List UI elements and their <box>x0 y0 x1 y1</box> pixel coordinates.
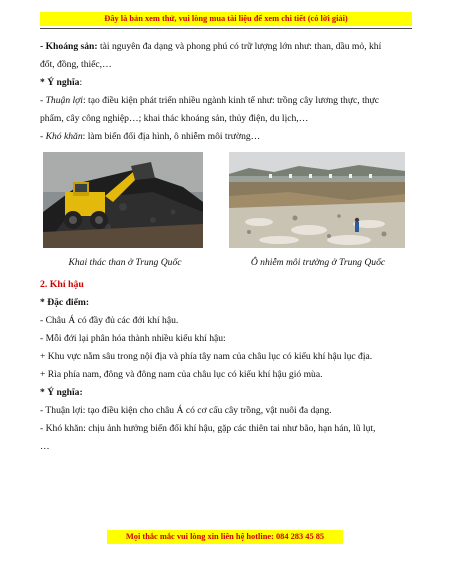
advantage-paragraph: - Thuận lợi: tạo điều kiện phát triển nhiều ngành kinh tế như: trồng cây lương thực, thực <box>40 95 379 106</box>
pollution-caption: Ô nhiễm môi trường ở Trung Quốc <box>250 257 386 268</box>
pollution-photo <box>229 152 405 248</box>
climate-item: + Rìa phía nam, đông và đông nam của châu lục có kiểu khí hậu gió mùa. <box>40 369 323 380</box>
climate-difficulty-line1: - Khó khăn: chịu ảnh hưởng biến đổi khí hậu, gặp các thiên tai như bão, hạn hán, lũ lụt, <box>40 423 376 434</box>
climate-meaning-heading: * Ý nghĩa: <box>40 387 83 398</box>
climate-item: - Châu Á có đầy đủ các đới khí hậu. <box>40 315 179 326</box>
difficulty-paragraph: - Khó khăn: làm biến đổi địa hình, ô nhiễm môi trường… <box>40 131 261 142</box>
document-body <box>40 38 412 456</box>
minerals-paragraph <box>40 38 412 56</box>
climate-item: - Mỗi đới lại phân hóa thành nhiều kiểu khí hậu: <box>40 333 226 344</box>
meaning-heading-text: * Ý nghĩa <box>40 77 80 88</box>
meaning-heading-colon: : <box>79 77 83 88</box>
climate-item: + Khu vực nằm sâu trong nội địa và phía tây nam của châu lục có kiểu khí hậu lục địa. <box>40 351 373 362</box>
coal-mining-caption: Khai thác than ở Trung Quốc <box>68 257 182 268</box>
advantage-label: Thuận lợi <box>45 95 83 106</box>
preview-notice-banner: Đây là bản xem thử, vui lòng mua tài liệu để xem chi tiết (có lời giải) <box>40 12 412 26</box>
header-divider <box>40 28 412 29</box>
climate-advantage: - Thuận lợi: tạo điều kiện cho châu Á có cơ cấu cây trồng, vật nuôi đa dạng. <box>40 405 332 416</box>
minerals-text-line1: tài nguyên đa dạng và phong phú có trữ lượng lớn như: than, dầu mỏ, khí <box>97 41 382 52</box>
difficulty-label: Khó khăn <box>45 131 83 142</box>
advantage-line1: : tạo điều kiện phát triển nhiều ngành kinh tế như: trồng cây lương thực, thực <box>82 95 379 106</box>
climate-features-heading: * Đặc điểm: <box>40 297 90 308</box>
advantage-line2: phẩm, cây công nghiệp…; khai thác khoáng sản, thủy điện, du lịch,… <box>40 113 309 124</box>
coal-mining-photo <box>43 152 203 248</box>
minerals-label: - Khoáng sản: <box>40 41 98 52</box>
climate-section-title: 2. Khí hậu <box>40 279 84 290</box>
hotline-banner: Mọi thắc mắc vui lòng xin liên hệ hotline: 084 283 45 85 <box>107 530 343 544</box>
figure-row <box>40 152 412 272</box>
climate-difficulty-line2: … <box>40 441 50 452</box>
minerals-text-line2: đốt, đồng, thiếc,… <box>40 59 112 70</box>
meaning-heading <box>40 74 412 92</box>
difficulty-text: : làm biến đổi địa hình, ô nhiễm môi trường… <box>82 131 261 142</box>
